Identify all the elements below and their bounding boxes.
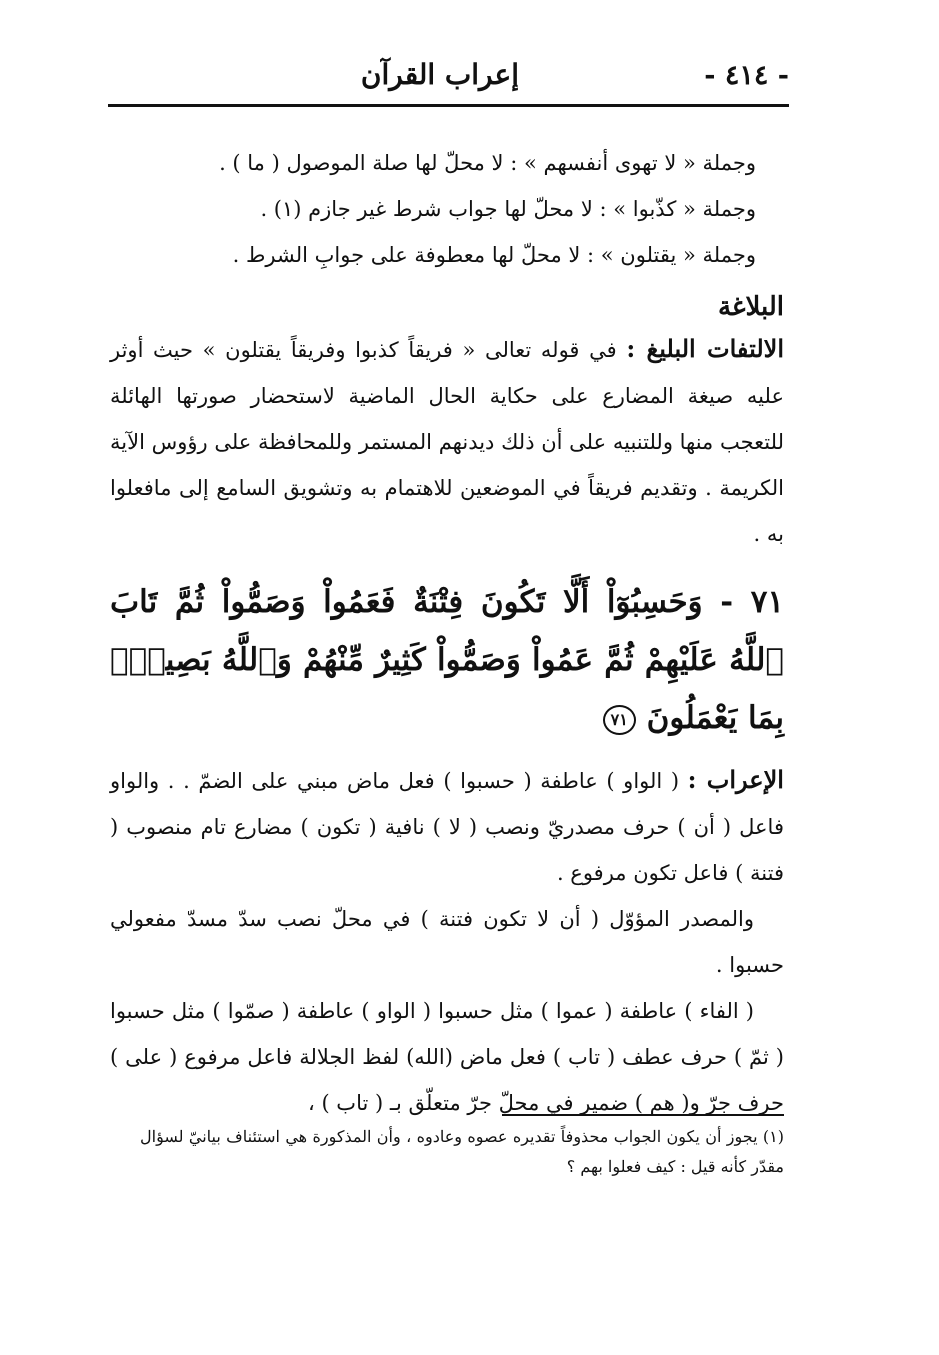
balagha-text: في قوله تعالى « فريقاً كذبوا وفريقاً يقتلون » حيث أوثر عليه صيغة المضارع على حكاية الحال الماضية لاستحضار صورتها الهائلة للتعجب منها وللتنبيه على أن ذلك ديدنهم المستمر وللمحافظة على رؤوس الآية الكريمة . وتقديم فريقاً في الموضعين للاهتمام به وتشويق السامع إلى مافعلوا به . (110, 338, 784, 546)
opening-lines (110, 140, 784, 278)
verse-end-marker: ٧١ (603, 705, 636, 735)
opening-line: وجملة « لا تهوى أنفسهم » : لا محلّ لها صلة الموصول ( ما ) . (219, 151, 756, 175)
opening-line: وجملة « كذّبوا » : لا محلّ لها جواب شرط غير جازم (١) . (260, 197, 756, 221)
opening-line: وجملة « يقتلون » : لا محلّ لها معطوفة على جوابِ الشرط . (232, 243, 756, 267)
verse-text: ٧١ - وَحَسِبُوٓاْ أَلَّا تَكُونَ فِتْنَةٌ فَعَمُواْ وَصَمُّواْ ثُمَّ تَابَ ٱللَّهُ عَلَيْهِمْ ثُمَّ عَمُواْ وَصَمُّواْ كَثِيرٌ مِّنْهُمْ وَٱللَّهُ بَصِيرٌۢ بِمَا يَعْمَلُونَ (110, 584, 784, 736)
irab-lead: الإعراب : (687, 765, 784, 794)
footnote: (١) يجوز أن يكون الجواب محذوفاً تقديره عصوه وعادوه ، وأن المذكورة هي استئناف بيانيّ لسؤال مقدّر كأنه قيل : كيف فعلوا بهم ؟ (140, 1127, 784, 1176)
page-number: - ٤١٤ - (704, 60, 789, 91)
irab-paragraph-1 (110, 757, 784, 896)
balagha-lead: الالتفات البليغ : (626, 334, 784, 363)
footnote-divider (502, 1114, 784, 1116)
book-title: إعراب القرآن (360, 58, 519, 91)
irab-paragraph-2: والمصدر المؤوّل ( أن لا تكون فتنة ) في محلّ نصب سدّ مسدّ مفعولي حسبوا . (110, 907, 784, 977)
page-header (108, 58, 789, 100)
quran-verse (110, 573, 784, 747)
header-divider (108, 104, 789, 107)
section-title-balagha: البلاغة (717, 292, 784, 322)
balagha-paragraph (110, 326, 784, 557)
irab-text-1: ( الواو ) عاطفة ( حسبوا ) فعل ماض مبني على الضمّ . . والواو فاعل ( أن ) حرف مصدريّ ونصب ( لا ) نافية ( تكون ) مضارع تام منصوب ( فتنة ) فاعل تكون مرفوع . (110, 769, 784, 885)
page-body (110, 140, 784, 1126)
irab-paragraph-3: ( الفاء ) عاطفة ( عموا ) مثل حسبوا ( الواو ) عاطفة ( صمّوا ) مثل حسبوا ( ثمّ ) حرف عطف ( تاب ) فعل ماض (الله) لفظ الجلالة فاعل مرفوع ( على ) حرف جرّ و( هم ) ضمير في محلّ جرّ متعلّق بـ ( تاب ) ، (110, 999, 784, 1115)
